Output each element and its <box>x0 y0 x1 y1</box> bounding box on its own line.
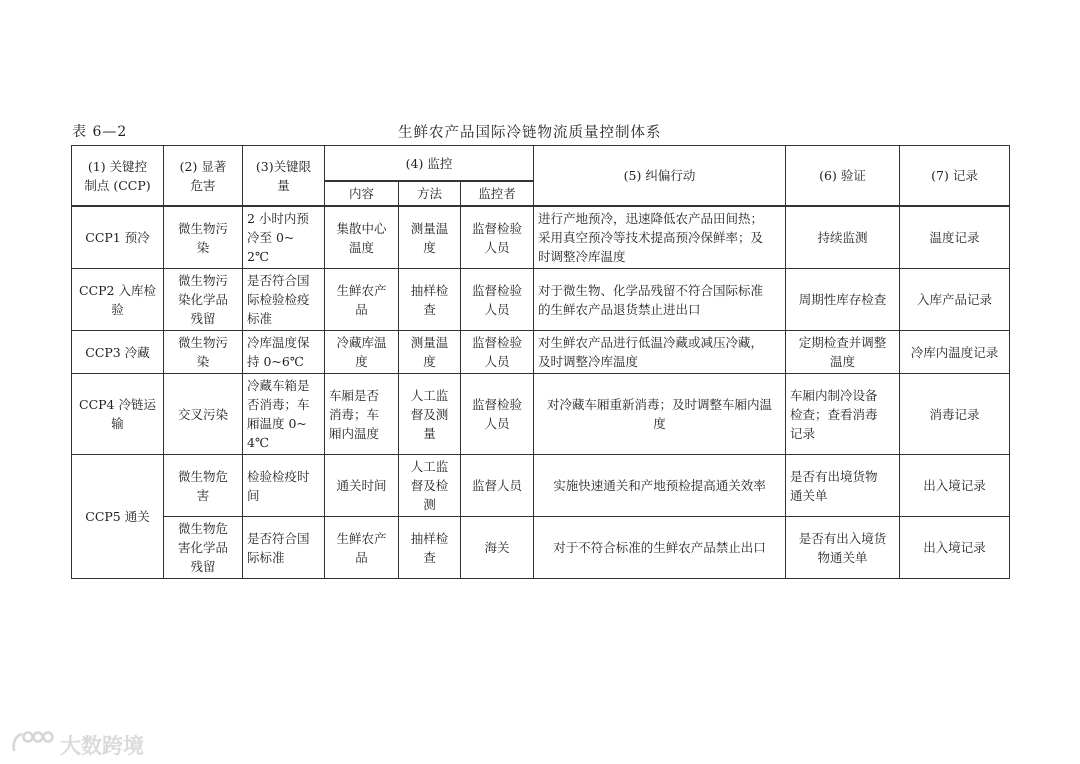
cell-verify: 定期检查并调整 温度 <box>786 331 900 374</box>
header-monitor-person: 监控者 <box>461 181 534 206</box>
cell-method: 抽样检 查 <box>399 517 461 579</box>
cell-ccp: CCP1 预冷 <box>72 206 164 269</box>
cell-verify: 车厢内制冷设备 检查；查看消毒 记录 <box>786 374 900 455</box>
cell-verify: 是否有出入境货 物通关单 <box>786 517 900 579</box>
table-row <box>72 517 1010 579</box>
cell-monitor: 监督检验 人员 <box>461 269 534 331</box>
cell-method: 抽样检 查 <box>399 269 461 331</box>
cell-ccp: CCP3 冷藏 <box>72 331 164 374</box>
header-verify: (6) 验证 <box>786 146 900 207</box>
table-row <box>72 331 1010 374</box>
cell-monitor: 监督检验 人员 <box>461 374 534 455</box>
header-limit: (3)关键限 量 <box>243 146 325 207</box>
watermark <box>10 729 144 760</box>
cell-content: 集散中心 温度 <box>325 206 399 269</box>
cell-hazard: 微生物污 染 <box>164 331 243 374</box>
header-hazard: (2) 显著 危害 <box>164 146 243 207</box>
cell-correction: 对于不符合标准的生鲜农产品禁止出口 <box>534 517 786 579</box>
cell-limit: 是否符合国 际标准 <box>243 517 325 579</box>
cell-correction: 进行产地预冷，迅速降低农产品田间热； 采用真空预冷等技术提高预冷保鲜率；及 时调整冷库温度 <box>534 206 786 269</box>
header-row <box>72 146 1010 182</box>
cell-ccp: CCP2 入库检 验 <box>72 269 164 331</box>
cell-content: 生鲜农产 品 <box>325 269 399 331</box>
table-row <box>72 206 1010 269</box>
cell-method: 人工监 督及测 量 <box>399 374 461 455</box>
cell-monitor: 监督检验 人员 <box>461 331 534 374</box>
header-record: (7) 记录 <box>900 146 1010 207</box>
table-row <box>72 269 1010 331</box>
cell-limit: 2 小时内预 冷至 0~ 2℃ <box>243 206 325 269</box>
header-method: 方法 <box>399 181 461 206</box>
cell-content: 通关时间 <box>325 455 399 517</box>
cell-record: 冷库内温度记录 <box>900 331 1010 374</box>
header-content: 内容 <box>325 181 399 206</box>
cell-record: 出入境记录 <box>900 517 1010 579</box>
cell-correction: 实施快速通关和产地预检提高通关效率 <box>534 455 786 517</box>
table-title: 生鲜农产品国际冷链物流质量控制体系 <box>398 125 662 141</box>
cell-correction: 对生鲜农产品进行低温冷藏或减压冷藏， 及时调整冷库温度 <box>534 331 786 374</box>
cell-hazard: 交叉污染 <box>164 374 243 455</box>
header-monitor: (4) 监控 <box>325 146 534 182</box>
cell-correction: 对冷藏车厢重新消毒；及时调整车厢内温 度 <box>534 374 786 455</box>
cell-monitor: 监督人员 <box>461 455 534 517</box>
cell-method: 测量温 度 <box>399 206 461 269</box>
cell-record: 出入境记录 <box>900 455 1010 517</box>
cell-method: 测量温 度 <box>399 331 461 374</box>
watermark-text: 大数跨境 <box>60 733 144 758</box>
cell-monitor: 监督检验 人员 <box>461 206 534 269</box>
table-row <box>72 374 1010 455</box>
cell-record: 温度记录 <box>900 206 1010 269</box>
cell-content: 车厢是否 消毒；车 厢内温度 <box>325 374 399 455</box>
cell-monitor: 海关 <box>461 517 534 579</box>
cell-record: 入库产品记录 <box>900 269 1010 331</box>
cell-hazard: 微生物污 染化学品 残留 <box>164 269 243 331</box>
cell-limit: 是否符合国 际检验检疫 标准 <box>243 269 325 331</box>
cell-verify: 周期性库存检查 <box>786 269 900 331</box>
dashuju-logo-icon <box>10 729 54 760</box>
quality-control-table <box>71 145 1010 579</box>
table-number: 表 6—2 <box>72 124 128 140</box>
cell-record: 消毒记录 <box>900 374 1010 455</box>
cell-method: 人工监 督及检 测 <box>399 455 461 517</box>
header-correction: (5) 纠偏行动 <box>534 146 786 207</box>
header-ccp: (1) 关键控 制点 (CCP) <box>72 146 164 207</box>
table-row <box>72 455 1010 517</box>
cell-correction: 对于微生物、化学品残留不符合国际标准 的生鲜农产品退货禁止进出口 <box>534 269 786 331</box>
cell-ccp: CCP4 冷链运 输 <box>72 374 164 455</box>
cell-content: 生鲜农产 品 <box>325 517 399 579</box>
cell-ccp: CCP5 通关 <box>72 455 164 579</box>
cell-verify: 持续监测 <box>786 206 900 269</box>
cell-hazard: 微生物危 害 <box>164 455 243 517</box>
cell-limit: 冷藏车箱是 否消毒；车 厢温度 0~ 4℃ <box>243 374 325 455</box>
cell-hazard: 微生物危 害化学品 残留 <box>164 517 243 579</box>
cell-verify: 是否有出境货物 通关单 <box>786 455 900 517</box>
cell-limit: 检验检疫时 间 <box>243 455 325 517</box>
cell-content: 冷藏库温 度 <box>325 331 399 374</box>
cell-limit: 冷库温度保 持 0~6℃ <box>243 331 325 374</box>
cell-hazard: 微生物污 染 <box>164 206 243 269</box>
